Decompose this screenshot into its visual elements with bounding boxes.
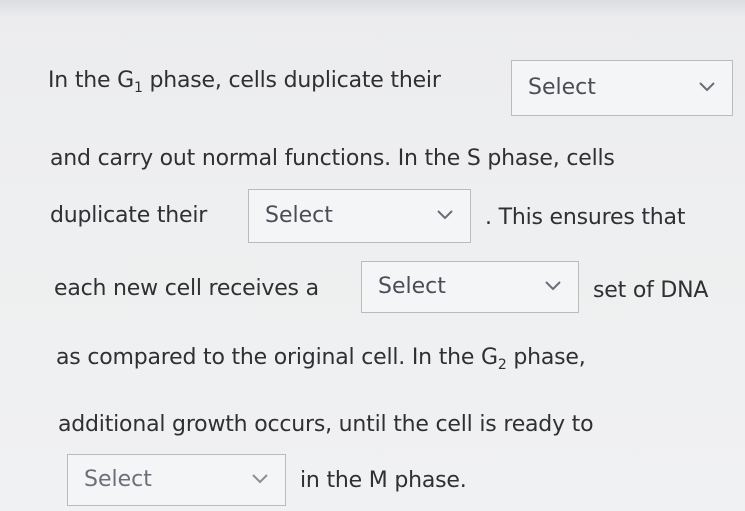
line6-text: additional growth occurs, until the cell is ready to: [58, 412, 594, 437]
dropdown-2[interactable]: [248, 189, 471, 243]
line5-prefix: as compared to the original cell. In the G: [56, 345, 498, 370]
sentence-line-3-end: [485, 203, 685, 233]
sentence-line-4: [54, 274, 319, 304]
sentence-line-4-end: [593, 276, 708, 306]
line2-text: and carry out normal functions. In the S phase, cells: [50, 146, 615, 171]
chevron-down-icon: [544, 280, 562, 292]
dropdown-4-label: Select: [84, 467, 152, 492]
dropdown-3-label: Select: [378, 274, 446, 299]
sentence-line-3: [50, 201, 207, 231]
line1-suffix: phase, cells duplicate their: [142, 68, 441, 93]
chevron-down-icon: [436, 209, 454, 221]
chevron-down-icon: [251, 473, 269, 485]
top-shadow: [0, 0, 745, 18]
line3-prefix: duplicate their: [50, 203, 208, 228]
line4-prefix: each new cell receives a: [54, 276, 319, 301]
sentence-line-7: [300, 466, 467, 496]
line7-suffix: in the M phase.: [300, 468, 467, 493]
line5-suffix: phase,: [506, 345, 586, 370]
g1-subscript: 1: [133, 80, 143, 96]
sentence-line-6: [58, 410, 593, 440]
sentence-line-5: [56, 343, 586, 373]
sentence-line-2: [50, 144, 615, 174]
dropdown-2-label: Select: [265, 203, 333, 228]
dropdown-4[interactable]: [67, 454, 286, 506]
line4-suffix: set of DNA: [593, 278, 709, 303]
dropdown-1[interactable]: [511, 60, 733, 116]
dropdown-1-label: Select: [528, 75, 596, 100]
dropdown-3[interactable]: [361, 261, 579, 313]
sentence-line-1: [48, 66, 441, 96]
chevron-down-icon: [698, 81, 716, 93]
line1-prefix: In the G: [48, 68, 134, 93]
line3-suffix: . This ensures that: [485, 205, 686, 230]
g2-subscript: 2: [497, 357, 507, 373]
